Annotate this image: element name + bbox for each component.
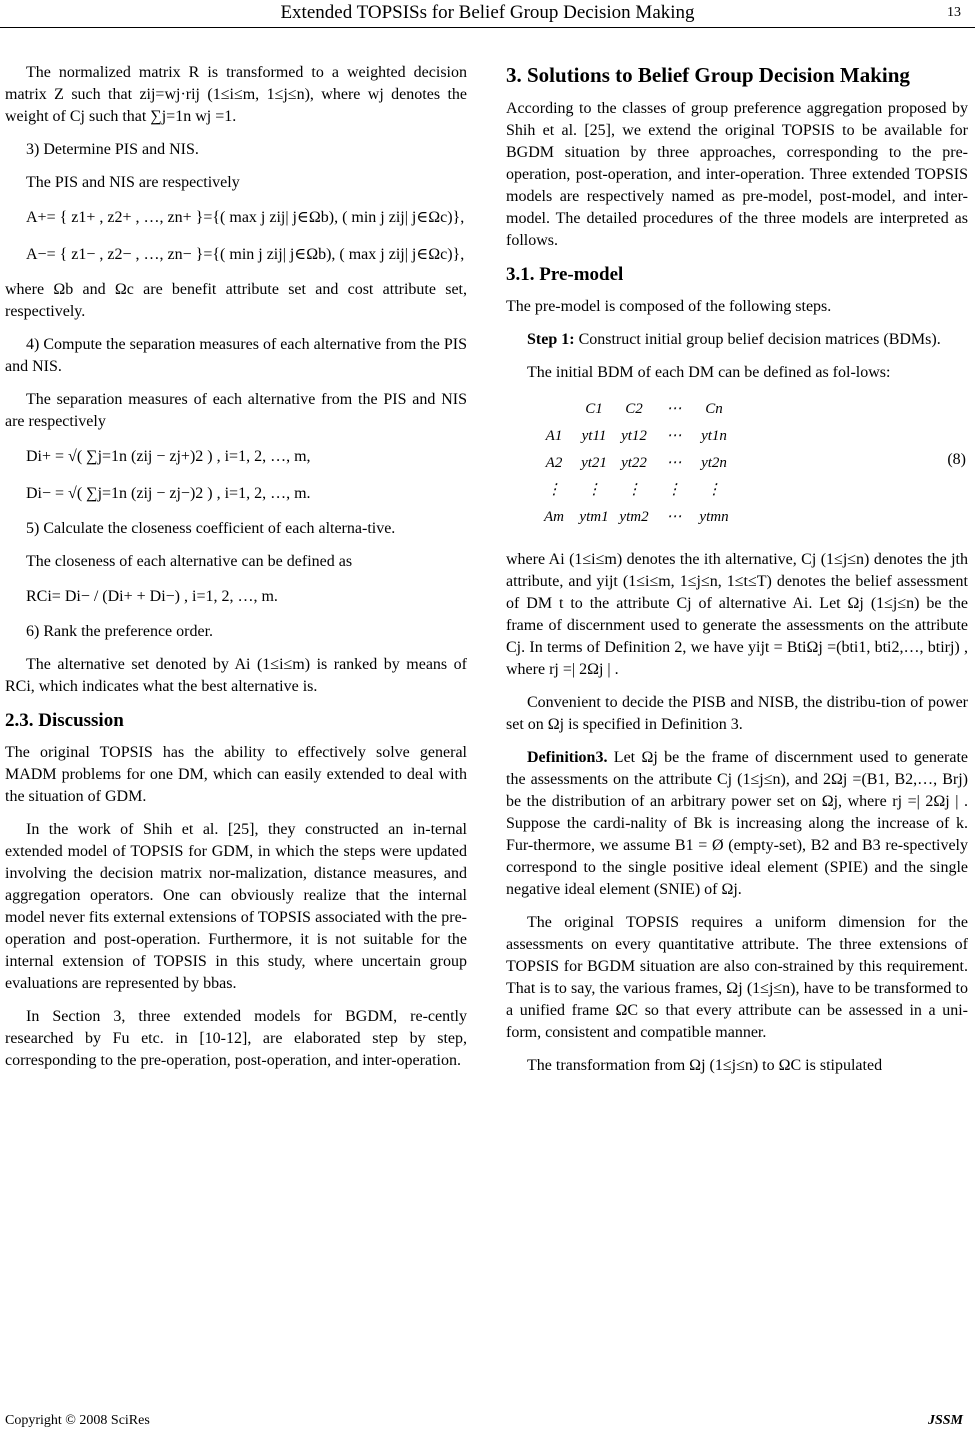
step-3: 3) Determine PIS and NIS. — [26, 141, 199, 158]
matrix-row — [534, 476, 734, 503]
equation-d-plus: Di+ = √( ∑j=1n (zij − zj+)2 ) , i=1, 2, …, m, — [26, 448, 311, 465]
paragraph-pre-model: The pre-model is composed of the following steps. — [506, 298, 832, 315]
running-title: Extended TOPSISs for Belief Group Decision Making — [280, 2, 695, 23]
matrix-row — [534, 395, 734, 422]
matrix-row — [534, 503, 734, 530]
page-number: 13 — [947, 5, 961, 20]
step-1-label: Step 1: — [527, 331, 575, 348]
paragraph-initial-bdm: The initial BDM of each DM can be defined as fol-lows: — [527, 364, 891, 381]
matrix-cell: C1 — [585, 400, 603, 417]
copyright: Copyright © 2008 SciRes — [5, 1413, 150, 1428]
paragraph-section-3: According to the classes of group preference aggregation proposed by Shih et al. [25], we extend the original TOPSIS to be available for BGDM situation by three approaches, corresponding to the pre-operation, post-operation, and inter-operation. Three extended TOPSIS models are respectively named as pre-model, post-model, and inter-model. The detailed procedures of the three models are interpreted as follows. — [506, 100, 968, 249]
right-column — [506, 62, 968, 1088]
step-1-text: Construct initial group belief decision matrices (BDMs). — [574, 331, 941, 348]
paragraph-discussion-3: In Section 3, three extended models for BGDM, re-cently researched by Fu etc. in [10-12], are elaborated step by step, corresponding to the pre-operation, post-operation, and inter-operation. — [5, 1008, 467, 1069]
matrix-cell: ⋯ — [666, 454, 682, 471]
pis-intro: The PIS and NIS are respectively — [26, 174, 240, 191]
matrix-cell: ⋮ — [586, 481, 602, 498]
step-5: 5) Calculate the closeness coefficient of each alterna-tive. — [26, 520, 396, 537]
matrix-cell: yt1n — [701, 427, 727, 444]
matrix-cell: A2 — [545, 454, 563, 471]
matrix-cell: ytm1 — [579, 508, 609, 525]
matrix-cell: ⋮ — [706, 481, 722, 498]
closeness-intro: The closeness of each alternative can be defined as — [26, 553, 353, 570]
matrix-cell: ⋯ — [666, 400, 682, 417]
matrix-cell: A1 — [545, 427, 563, 444]
matrix-cell: yt22 — [621, 454, 647, 471]
equation-a-minus: A−= { z1− , z2− , …, zn− }={( min j zij| j∈Ωb), ( max j zij| j∈Ωc)}, — [26, 246, 465, 263]
paragraph-where-ai: where Ai (1≤i≤m) denotes the ith alternative, Cj (1≤j≤n) denotes the jth attribute, and yijt (1≤i≤m, 1≤j≤n, 1≤t≤T) denotes the belief assessment of DM t to the attribute Cj of alternative Ai. Let Ωj (1≤j≤n) be the frame of discernment used to generate the assessments on the attribute Cj. In terms of Definition 2, we have yijt = BtiΩj =(bti1, bti2,…, btirj) , where rj =| 2Ωj | . — [506, 551, 968, 678]
step-4: 4) Compute the separation measures of each alternative from the PIS and NIS. — [5, 336, 467, 375]
matrix-cell: ⋯ — [666, 508, 682, 525]
matrix-cell: Cn — [705, 400, 723, 417]
paragraph-ranking: The alternative set denoted by Ai (1≤i≤m) is ranked by means of RCi, which indicates what the best alternative is. — [5, 656, 467, 695]
equation-a-plus: A+= { z1+ , z2+ , …, zn+ }={( max j zij| j∈Ωb), ( min j zij| j∈Ωc)}, — [26, 209, 465, 226]
subsection-heading-pre-model: 3.1. Pre-model — [506, 264, 624, 285]
header-rule — [0, 27, 975, 28]
step-6: 6) Rank the preference order. — [26, 623, 214, 640]
journal-name: JSSM — [927, 1413, 963, 1428]
definition-3-text: Let Ωj be the frame of discernment used to generate the assessments on the attribute Cj (1≤j≤n), and 2Ωj =(B1, B2,…, Brj) be the distribution of an arbitrary power set on Ωj, where rj =| 2Ωj | . Suppose the cardi-nality of Bk is increasing along the increase of k. Fur-thermore, we assume B1 = Ø (empty-set), B2 and B3 re-spectively correspond to the single positive ideal element (SPIE) and the single negative ideal element (SNIE) of Ωj. — [506, 749, 968, 898]
paragraph-transformation: The transformation from Ωj (1≤j≤n) to ΩC is stipulated — [527, 1057, 883, 1074]
left-column — [5, 62, 467, 1083]
matrix-cell: yt2n — [701, 454, 727, 471]
matrix-cell: ⋮ — [666, 481, 682, 498]
matrix-cell: C2 — [625, 400, 643, 417]
matrix-cell: Am — [544, 508, 564, 525]
matrix-cell: ytmn — [699, 508, 729, 525]
step-1 — [506, 329, 968, 351]
equation-d-minus: Di− = √( ∑j=1n (zij − zj−)2 ) , i=1, 2, …, m. — [26, 485, 311, 502]
definition-3 — [506, 747, 968, 901]
paragraph-discussion-1: The original TOPSIS has the ability to effectively solve general MADM problems for one DM, which can easily extended to deal with the situation of GDM. — [5, 744, 467, 805]
matrix-cell: yt11 — [581, 427, 607, 444]
separation-intro: The separation measures of each alternative from the PIS and NIS are respectively — [5, 391, 467, 430]
matrix-cell: ⋯ — [666, 427, 682, 444]
matrix-cell: ⋮ — [626, 481, 642, 498]
section-heading-discussion: 2.3. Discussion — [5, 710, 124, 731]
page-header — [0, 0, 975, 28]
paragraph-original-topsis: The original TOPSIS requires a uniform dimension for the assessments on every quantitative attribute. The three extensions of TOPSIS for BGDM situation are also con-strained by this requirement. That is to say, the various frames, Ωj (1≤j≤n), have to be transformed to a unified frame ΩC so that every attribute can be assessed in a uni-form, consistent and compatible manner. — [506, 914, 968, 1041]
matrix-row — [534, 449, 734, 476]
matrix-cell — [534, 395, 574, 422]
paragraph-benefit-cost-sets: where Ωb and Ωc are benefit attribute set and cost attribute set, respectively. — [5, 281, 467, 320]
equation-number: (8) — [947, 451, 966, 468]
matrix-row — [534, 422, 734, 449]
paragraph-convenient: Convenient to decide the PISB and NISB, the distribu-tion of power set on Ωj is specified in Definition 3. — [506, 694, 968, 733]
matrix-cell: ⋮ — [546, 481, 562, 498]
belief-decision-matrix — [534, 395, 734, 530]
equation-8-matrix — [506, 395, 968, 535]
matrix-cell: yt12 — [621, 427, 647, 444]
equation-rc: RCi= Di− / (Di+ + Di−) , i=1, 2, …, m. — [26, 588, 278, 605]
paragraph-discussion-2: In the work of Shih et al. [25], they constructed an in-ternal extended model of TOPSIS for GDM, in which the steps were updated involving the decision matrix nor-malization, distance measures, and aggregation operators. One can obviously realize that the internal model never fits external extensions of TOPSIS associated with the pre-operation and post-operation. Furthermore, it is not suitable for the internal extension of TOPSIS in this study, where uncertain group evaluations are represented by bbas. — [5, 821, 467, 992]
section-heading-solutions: 3. Solutions to Belief Group Decision Making — [506, 63, 910, 87]
definition-3-label: Definition3. — [527, 749, 608, 766]
paragraph-weighted-matrix: The normalized matrix R is transformed to a weighted decision matrix Z such that zij=wj·rij (1≤i≤m, 1≤j≤n), where wj denotes the weight of Cj such that ∑j=1n wj =1. — [5, 64, 467, 125]
matrix-cell: yt21 — [581, 454, 607, 471]
matrix-cell: ytm2 — [619, 508, 649, 525]
